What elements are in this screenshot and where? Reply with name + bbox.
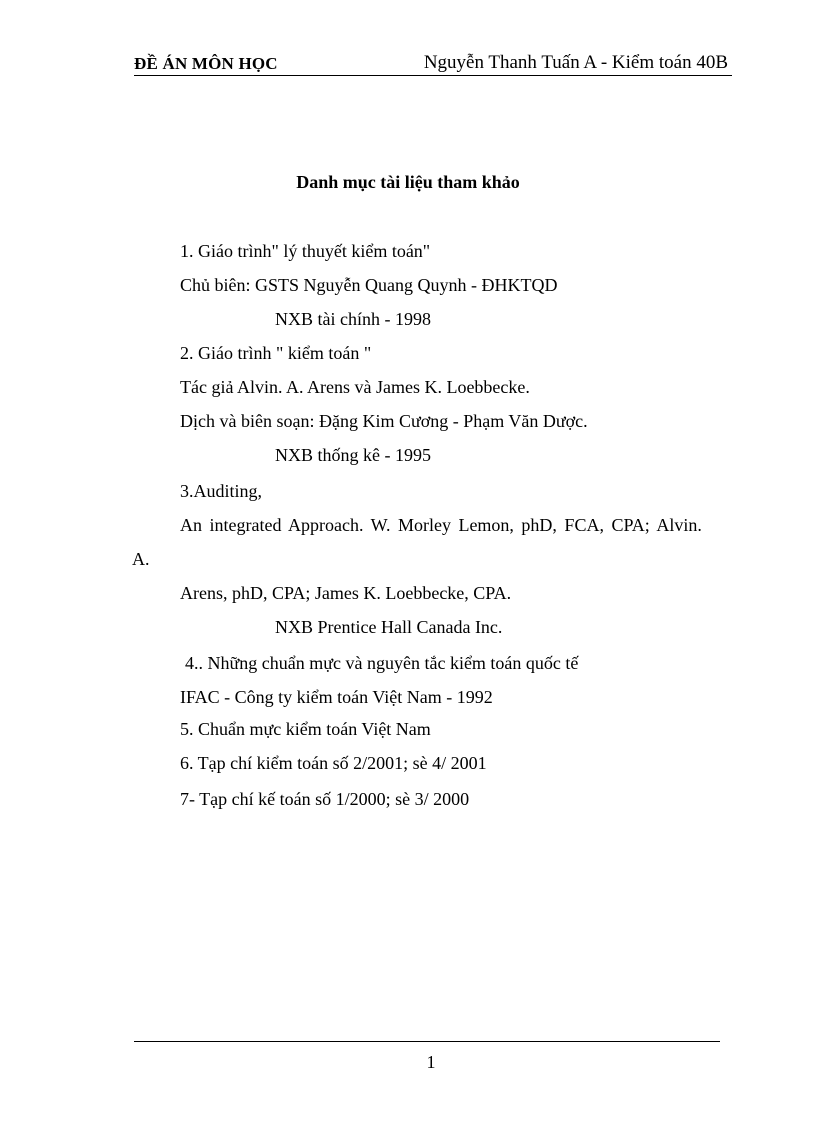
- reference-line: 7- Tạp chí kế toán số 1/2000; sè 3/ 2000: [180, 789, 470, 809]
- header-author: Nguyễn Thanh Tuấn A - Kiểm toán 40B: [423, 52, 728, 73]
- reference-line: NXB thống kê - 1995: [275, 445, 431, 465]
- reference-line: Tác giả Alvin. A. Arens và James K. Loebbecke.: [180, 377, 530, 397]
- page-title: Danh mục tài liệu tham khảo: [296, 172, 520, 192]
- reference-line: Arens, phD, CPA; James K. Loebbecke, CPA.: [180, 583, 512, 603]
- reference-line: 2. Giáo trình " kiểm toán ": [180, 343, 372, 363]
- header-course-title: ĐỀ ÁN MÔN HỌC: [134, 54, 278, 73]
- footer-divider: [134, 1041, 720, 1042]
- reference-line: Dịch và biên soạn: Đặng Kim Cương - Phạm Văn Dược.: [180, 411, 588, 431]
- reference-line: 4.. Những chuẩn mực và nguyên tắc kiểm toán quốc tế: [185, 653, 579, 673]
- reference-line: NXB Prentice Hall Canada Inc.: [275, 617, 503, 637]
- reference-line: 6. Tạp chí kiểm toán số 2/2001; sè 4/ 2001: [180, 753, 487, 773]
- page-header: [134, 50, 732, 76]
- reference-line: 1. Giáo trình" lý thuyết kiểm toán": [180, 241, 431, 261]
- reference-line: NXB tài chính - 1998: [275, 309, 431, 329]
- reference-line: A.: [132, 549, 150, 569]
- page-number: 1: [426, 1052, 436, 1072]
- reference-line: 5. Chuẩn mực kiểm toán Việt Nam: [180, 719, 431, 739]
- reference-line: IFAC - Công ty kiểm toán Việt Nam - 1992: [180, 687, 493, 707]
- reference-line: 3.Auditing,: [180, 481, 263, 501]
- reference-line: An integrated Approach. W. Morley Lemon, phD, FCA, CPA; Alvin.: [180, 515, 702, 535]
- reference-line: Chủ biên: GSTS Nguyễn Quang Quynh - ĐHKTQD: [180, 275, 558, 295]
